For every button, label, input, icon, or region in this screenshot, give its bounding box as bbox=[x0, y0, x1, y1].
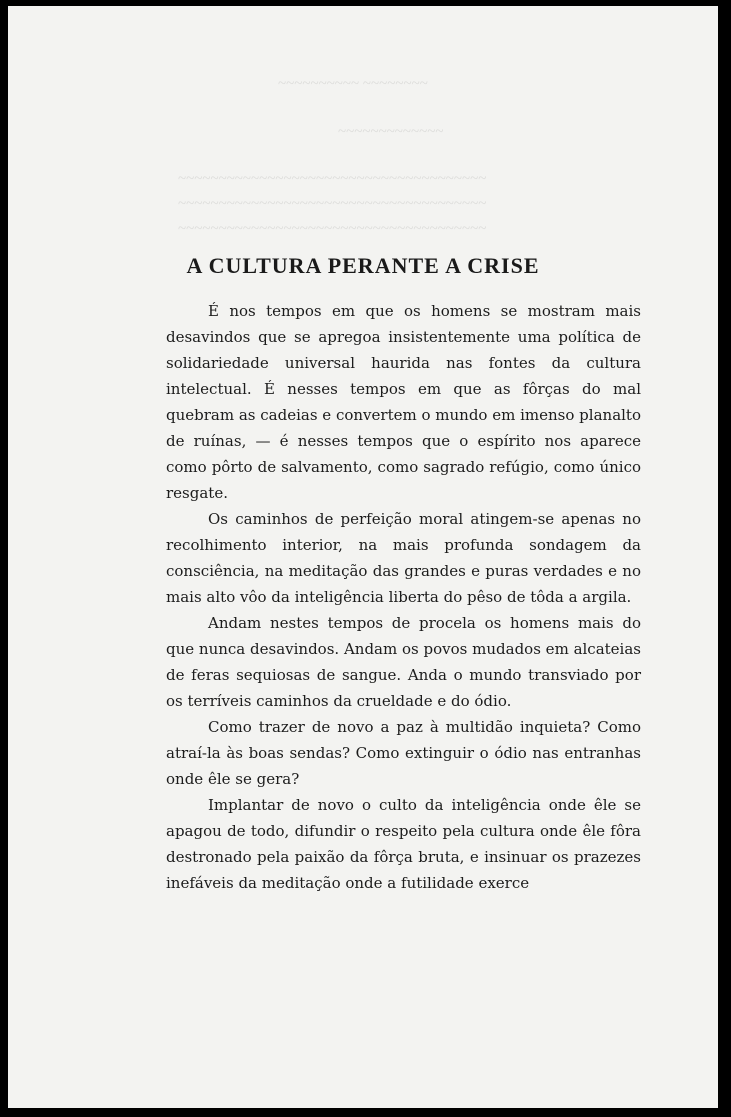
show-through-mark: ~~~~~~~~~~ ~~~~~~~~ bbox=[278, 76, 428, 92]
paragraph: Implantar de novo o culto da inteligência onde êle se apagou de todo, difundir o respeito pela cultura onde êle fôra destronado pela paixão da fôrça bruta, e insinuar os prazezes inefáveis da meditação onde a futilidade exerce bbox=[166, 796, 641, 892]
document-page bbox=[8, 6, 718, 1108]
show-through-mark: ~~~~~~~~~~~~~~~~~~~~~~~~~~~~~~~~~~~~~~ bbox=[178, 196, 487, 212]
paragraph: Como trazer de novo a paz à multidão inquieta? Como atraí-la às boas sendas? Como extinguir o ódio nas entranhas onde êle se gera? bbox=[166, 718, 641, 788]
body-text bbox=[166, 298, 641, 896]
paragraph: Andam nestes tempos de procela os homens mais do que nunca desavindos. Andam os povos mudados em alcateias de feras sequiosas de sangue. Anda o mundo transviado por os terríveis caminhos da crueldade e do ódio. bbox=[166, 614, 641, 710]
paragraph: É nos tempos em que os homens se mostram mais desavindos que se apregoa insistentemente uma política de solidariedade universal haurida nas fontes da cultura intelectual. É nesses tempos em que as fôrças do mal quebram as cadeias e convertem o mundo em imenso planalto de ruínas, — é nesses tempos que o espírito nos aparece como pôrto de salvamento, como sagrado refúgio, como único resgate. bbox=[166, 302, 641, 502]
show-through-mark: ~~~~~~~~~~~~~ bbox=[338, 124, 444, 140]
page-title: A CULTURA PERANTE A CRISE bbox=[186, 252, 540, 278]
show-through-mark: ~~~~~~~~~~~~~~~~~~~~~~~~~~~~~~~~~~~~~~ bbox=[178, 171, 487, 187]
show-through-mark: ~~~~~~~~~~~~~~~~~~~~~~~~~~~~~~~~~~~~~~ bbox=[178, 221, 487, 237]
paragraph: Os caminhos de perfeição moral atingem-se apenas no recolhimento interior, na mais profunda sondagem da consciência, na meditação das grandes e puras verdades e no mais alto vôo da inteligência liberta do pêso de tôda a argila. bbox=[166, 510, 641, 606]
